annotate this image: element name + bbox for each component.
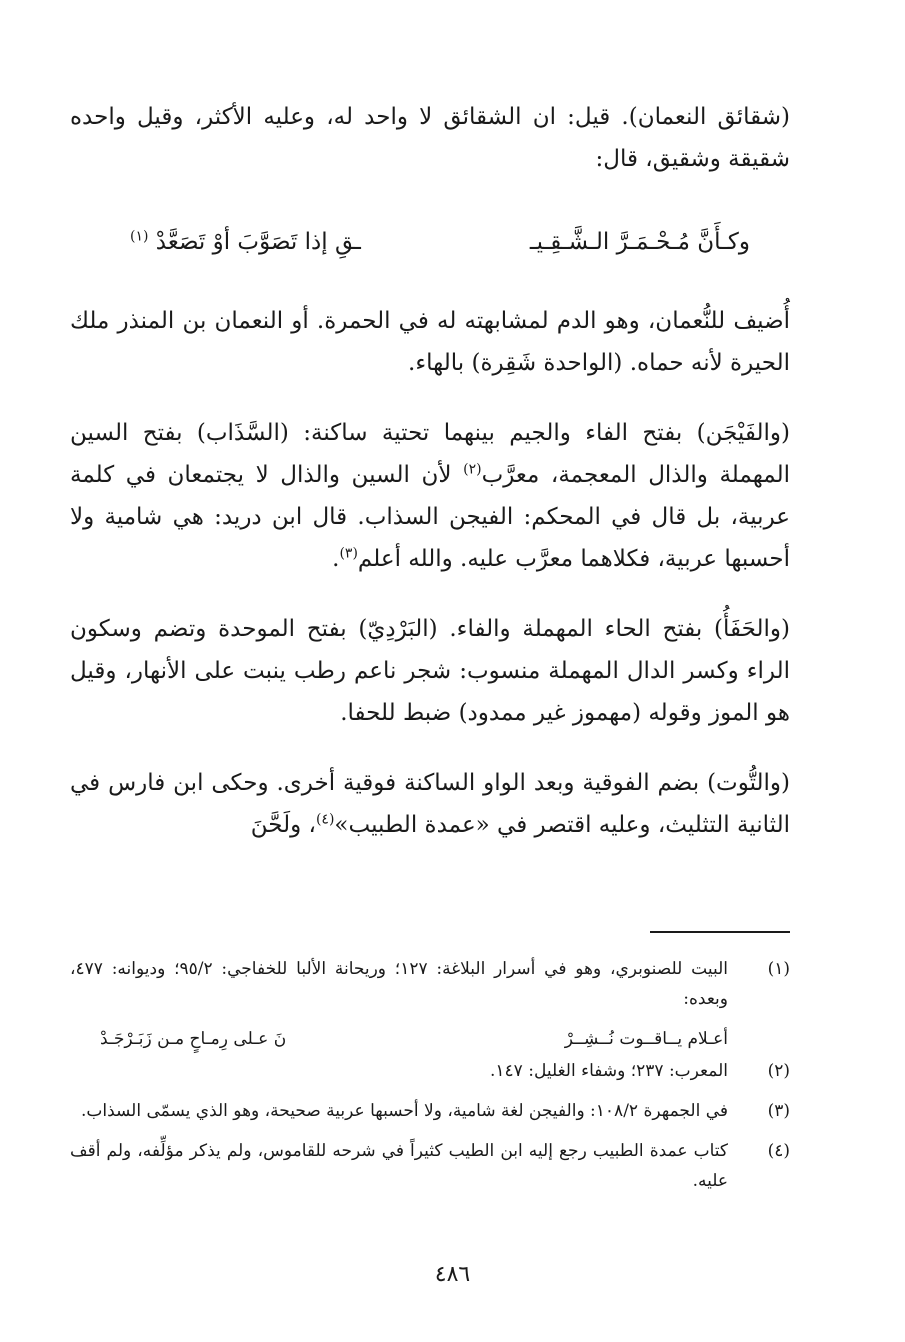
footnote-text: البيت للصنوبري، وهو في أسرار البلاغة: ١٢٧؛ وريحانة الألبا للخفاجي: ٩٥/٢؛ وديوانه: ٤٧٧، وبعده: xyxy=(70,959,728,1009)
paragraph-shaqaiq: (شقائق النعمان). قيل: ان الشقائق لا واحد له، وعليه الأكثر، وقيل واحده شقيقة وشقيق، قال: xyxy=(70,104,790,172)
footnote-ref-4: (٤) xyxy=(315,811,335,828)
footnote-ref-1: (١) xyxy=(130,228,149,245)
paragraph-fayjan-part-a: (والفَيْجَن) بفتح الفاء والجيم بينهما تحتية ساكنة: (السَّذَاب) بفتح السين المهملة والذال المعجمة، معرَّب xyxy=(70,420,790,488)
paragraph-fayjan xyxy=(70,412,790,580)
footnote-ref-2: (٢) xyxy=(463,461,482,478)
footnote-1 xyxy=(70,954,790,1014)
footnote-verse xyxy=(70,1024,790,1054)
footnote-number: (٣) xyxy=(767,1101,790,1121)
paragraph-fayjan-part-c: . xyxy=(332,546,340,572)
main-text xyxy=(70,96,790,208)
paragraph-tut xyxy=(70,762,790,846)
footnote-number: (١) xyxy=(767,959,790,979)
paragraph-fayjan-part-b: لأن السين والذال لا يجتمعان في كلمة عربية، بل قال في المحكم: الفيجن السذاب. قال ابن دريد: هي شامية ولا أحسبها عربية، فكلاهما معرَّب عليه. والله أعلم xyxy=(70,462,790,572)
paragraph-tut-part-a: (والتُّوت) بضم الفوقية وبعد الواو الساكنة فوقية أخرى. وحكى ابن فارس في الثانية التثليث، وعليه اقتصر في «عمدة الطبيب» xyxy=(70,770,790,838)
footnote-text: في الجمهرة ١٠٨/٢: والفيجن لغة شامية، ولا أحسبها عربية صحيحة، وهو الذي يسمّى السذاب. xyxy=(80,1101,728,1121)
footnote-divider xyxy=(650,931,790,933)
verse-hemistich-first: وكـأَنَّ مُـحْـمَـرَّ الـشَّـقِـيـ xyxy=(529,229,750,255)
footnote-verse-first: أعـلام يــاقــوت نُــشِــرْ xyxy=(564,1029,728,1049)
footnote-4 xyxy=(70,1136,790,1196)
footnote-text: المعرب: ٢٣٧؛ وشفاء الغليل: ١٤٧. xyxy=(490,1061,728,1081)
footnote-number: (٢) xyxy=(767,1061,790,1081)
footnote-3 xyxy=(70,1096,790,1126)
footnote-number: (٤) xyxy=(767,1141,790,1161)
main-text-body xyxy=(70,300,790,870)
footnote-ref-3: (٣) xyxy=(339,545,358,562)
verse-hemistich-second-text: ـقِ إذا تَصَوَّبَ أوْ تَصَعَّدْ xyxy=(155,229,361,255)
verse-line xyxy=(130,222,750,266)
paragraph-numan: أُضيف للنُّعمان، وهو الدم لمشابهته له في الحمرة. أو النعمان بن المنذر ملك الحيرة لأنه حماه. (الواحدة شَقِرة) بالهاء. xyxy=(70,308,790,376)
footnotes xyxy=(70,954,790,1206)
paragraph-hafa: (والحَفَأُ) بفتح الحاء المهملة والفاء. (البَرْدِيّ) بفتح الموحدة وتضم وسكون الراء وكسر الدال المهملة منسوب: شجر ناعم رطب ينبت على الأنهار، وقيل هو الموز وقوله (مهموز غير ممدود) ضبط للحفا. xyxy=(70,616,790,726)
footnote-text: كتاب عمدة الطبيب رجع إليه ابن الطيب كثيراً في شرحه للقاموس، ولم يذكر مؤلِّفه، ولم أقف عليه. xyxy=(70,1141,728,1191)
paragraph-tut-part-b: ، ولَحَّنَ xyxy=(250,812,316,838)
footnote-2 xyxy=(70,1056,790,1086)
footnote-verse-second: نَ عـلى رِمـاحٍ مـن زَبَـرْجَـدْ xyxy=(100,1029,287,1049)
page-number: ٤٨٦ xyxy=(434,1262,471,1287)
verse-hemistich-second xyxy=(130,222,361,262)
